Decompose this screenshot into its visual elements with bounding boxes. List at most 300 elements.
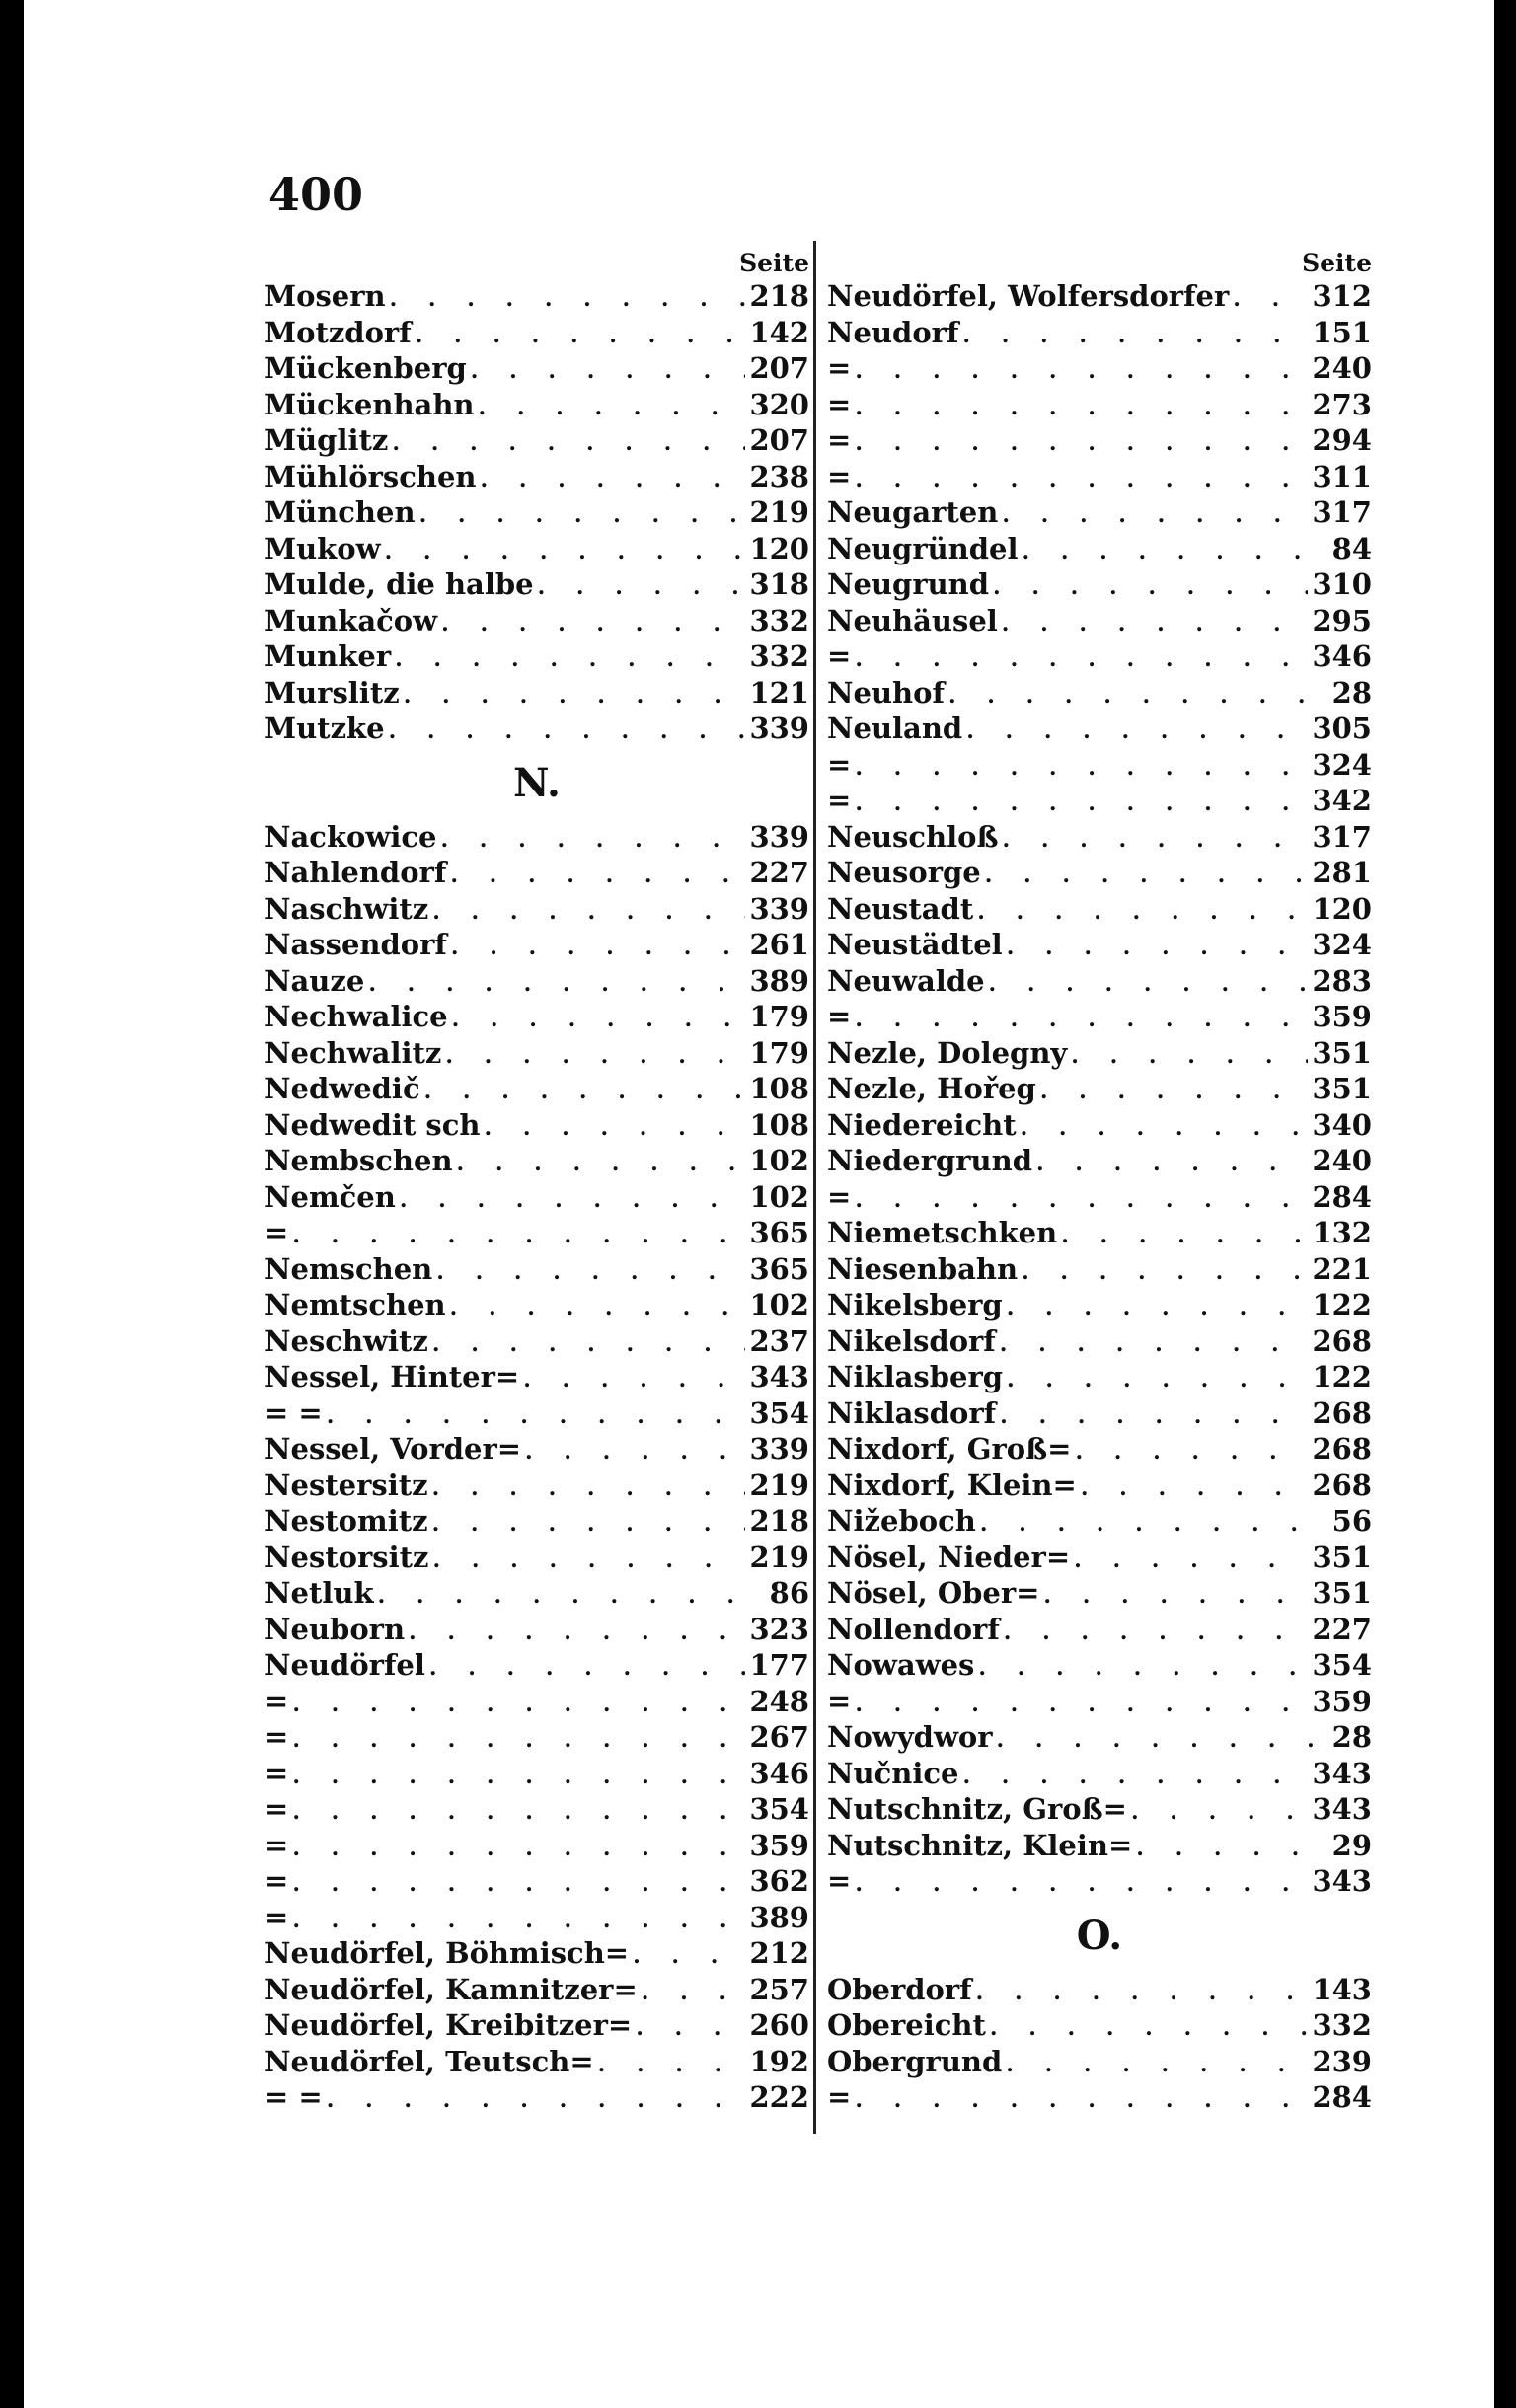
entry-name: Nechwalitz (265, 1035, 442, 1070)
entry-name: Munker (265, 640, 392, 673)
index-entry (827, 1719, 1372, 1756)
index-entry (265, 1467, 809, 1504)
column-divider (813, 241, 816, 2134)
entry-name: Niklasdorf (827, 1395, 997, 1430)
entry-name: Mückenhahn (265, 387, 475, 421)
dot-leader (1002, 606, 1309, 642)
dot-leader (1036, 1146, 1308, 1182)
dot-leader (424, 1074, 746, 1110)
index-entry (827, 1287, 1372, 1323)
dot-leader (457, 1146, 746, 1182)
entry-name: Neugründel (827, 531, 1019, 565)
entry-page: 351 (1312, 1072, 1372, 1105)
entry-page: 310 (1312, 567, 1372, 601)
entry-page: 179 (749, 1035, 809, 1070)
dot-leader (855, 390, 1308, 426)
dot-leader (441, 606, 745, 642)
entry-name: Mückenberg (265, 351, 467, 385)
dot-leader (1074, 1543, 1308, 1579)
dot-leader (966, 714, 1308, 750)
column-header: Seite (739, 249, 809, 277)
entry-page: 346 (1312, 640, 1372, 673)
entry-page: 294 (1312, 423, 1372, 457)
entry-page: 192 (749, 2044, 809, 2078)
index-entry (827, 531, 1372, 567)
entry-name: Neudörfel, Wolfersdorfer (827, 279, 1230, 313)
index-entry (827, 1143, 1372, 1179)
entry-name: Nahlendorf (265, 856, 447, 889)
entry-name: Niesenbahn (827, 1251, 1019, 1286)
entry-page: 260 (749, 2008, 809, 2042)
index-entry (265, 1251, 809, 1288)
entry-page: 283 (1312, 963, 1372, 998)
entry-name: Neuborn (265, 1612, 406, 1646)
entry-name: Naschwitz (265, 891, 429, 926)
entry-name: Nassendorf (265, 928, 447, 961)
index-entry (827, 1359, 1372, 1395)
dot-leader (855, 1687, 1308, 1723)
dot-leader (429, 1650, 746, 1687)
index-entry (827, 1828, 1372, 1864)
entry-name: Neudörfel, Böhmisch= (265, 1936, 630, 1970)
entry-name: Nessel, Vorder= (265, 1432, 522, 1466)
entry-name: Nauze (265, 963, 365, 998)
entry-page: 248 (749, 1684, 809, 1718)
entry-name: Nechwalice (265, 1000, 448, 1033)
index-entry (265, 1395, 809, 1432)
book-page (24, 0, 1494, 2408)
entry-page: 108 (749, 1072, 809, 1105)
dot-leader (633, 1938, 745, 1975)
entry-page: 365 (749, 1251, 809, 1286)
dot-leader (432, 1506, 746, 1543)
entry-name: Mosern (265, 279, 386, 313)
entry-page: 219 (749, 1467, 809, 1502)
entry-name: Nezle, Dolegny (827, 1035, 1068, 1070)
dot-leader (1131, 1794, 1309, 1831)
entry-name: = (827, 2080, 852, 2114)
dot-leader (985, 858, 1309, 894)
entry-name: Nikelsdorf (827, 1323, 996, 1358)
index-entry (827, 1431, 1372, 1467)
entry-page: 389 (749, 1900, 809, 1934)
dot-leader (525, 1434, 745, 1470)
entry-page: 221 (1312, 1251, 1372, 1286)
entry-name: München (265, 495, 416, 529)
dot-leader (855, 1002, 1308, 1038)
entry-name: = (827, 387, 852, 421)
entry-page: 339 (749, 819, 809, 854)
dot-leader (855, 425, 1308, 462)
page-number: 400 (268, 168, 364, 221)
entry-name: Neudörfel, Kamnitzer= (265, 1972, 638, 2006)
dot-leader (978, 1650, 1308, 1687)
entry-page: 240 (1312, 1144, 1372, 1177)
index-entry (827, 711, 1372, 747)
entry-name: = (265, 1828, 289, 1862)
index-entry (265, 1035, 809, 1072)
entry-page: 317 (1312, 495, 1372, 529)
dot-leader (389, 714, 746, 750)
dot-leader (292, 1218, 745, 1254)
entry-name: Müglitz (265, 423, 389, 457)
entry-page: 239 (1312, 2044, 1372, 2078)
entry-page: 102 (749, 1179, 809, 1214)
entry-page: 238 (749, 459, 809, 493)
entry-page: 143 (1312, 1972, 1372, 2006)
dot-leader (636, 2010, 745, 2047)
entry-page: 122 (1312, 1360, 1372, 1393)
entry-page: 177 (749, 1648, 809, 1682)
entry-page: 219 (749, 1540, 809, 1574)
entry-name: Obereicht (827, 2008, 986, 2042)
entry-name: = = (265, 2080, 323, 2114)
dot-leader (962, 1759, 1308, 1795)
entry-name: = (827, 1684, 852, 1718)
index-entry (265, 1431, 809, 1467)
entry-name: Nedwedit sch (265, 1107, 481, 1142)
dot-leader (390, 281, 746, 318)
index-entry (265, 1684, 809, 1720)
dot-leader (471, 353, 746, 390)
index-entry (827, 1035, 1372, 1072)
dot-leader (479, 390, 746, 426)
index-entry (827, 1863, 1372, 1900)
index-entry (265, 675, 809, 712)
entry-page: 207 (749, 423, 809, 457)
entry-page: 257 (749, 1972, 809, 2006)
entry-page: 28 (1331, 675, 1372, 710)
entry-page: 218 (749, 279, 809, 313)
entry-name: Nutschnitz, Groß= (827, 1792, 1127, 1826)
dot-leader (1071, 1038, 1308, 1075)
index-entry (265, 1107, 809, 1144)
entry-name: Neustädtel (827, 928, 1003, 961)
dot-leader (855, 786, 1308, 822)
entry-page: 261 (749, 928, 809, 961)
index-entry (265, 1972, 809, 2008)
index-entry (265, 1863, 809, 1900)
entry-page: 351 (1312, 1576, 1372, 1610)
entry-name: = (827, 1179, 852, 1214)
dot-leader (1007, 1362, 1308, 1398)
dot-leader (976, 1975, 1309, 2011)
dot-leader (977, 894, 1308, 931)
index-entry (265, 315, 809, 351)
dot-leader (598, 2047, 746, 2083)
entry-page: 273 (1312, 387, 1372, 421)
index-entry (827, 1395, 1372, 1432)
index-entry (827, 603, 1372, 640)
entry-page: 281 (1312, 856, 1372, 889)
index-entry (827, 566, 1372, 603)
dot-leader (962, 318, 1308, 354)
entry-page: 318 (749, 567, 809, 601)
entry-name: Neuhof (827, 675, 945, 710)
index-entry (827, 855, 1372, 891)
dot-leader (948, 678, 1315, 715)
index-entry (827, 1179, 1372, 1216)
entry-name: Niedergrund (827, 1144, 1032, 1177)
index-entry (827, 315, 1372, 351)
dot-leader (292, 1831, 745, 1867)
dot-leader (523, 1362, 745, 1398)
entry-page: 365 (749, 1216, 809, 1249)
entry-page: 320 (749, 387, 809, 421)
entry-name: Murslitz (265, 675, 400, 710)
entry-page: 339 (749, 712, 809, 745)
index-entry (265, 2007, 809, 2044)
dot-leader (980, 1506, 1315, 1543)
dot-leader (292, 1722, 745, 1759)
dot-leader (327, 2082, 746, 2119)
entry-name: Nestorsitz (265, 1540, 429, 1574)
dot-leader (855, 1182, 1308, 1219)
dot-leader (855, 2082, 1308, 2119)
dot-leader (1000, 1398, 1308, 1435)
entry-name: Nemčen (265, 1179, 396, 1214)
index-entry (827, 1323, 1372, 1360)
index-entry (827, 1575, 1372, 1612)
index-entry (827, 422, 1372, 459)
index-entry (265, 1323, 809, 1360)
entry-page: 268 (1312, 1323, 1372, 1358)
dot-leader (1136, 1831, 1315, 1867)
entry-page: 121 (749, 675, 809, 710)
index-entry (265, 1756, 809, 1792)
dot-leader (385, 534, 746, 570)
entry-name: Neugrund (827, 567, 990, 601)
entry-page: 102 (749, 1144, 809, 1177)
index-entry (827, 1503, 1372, 1540)
index-entry (827, 1791, 1372, 1828)
entry-page: 132 (1312, 1216, 1372, 1249)
right-column (827, 249, 1372, 2116)
index-entry (265, 927, 809, 963)
dot-leader (855, 462, 1308, 498)
entry-page: 120 (1312, 891, 1372, 926)
entry-name: = (265, 1792, 289, 1826)
entry-page: 389 (749, 963, 809, 998)
dot-leader (404, 678, 746, 715)
dot-leader (392, 425, 745, 462)
index-entry (827, 1972, 1372, 2008)
entry-page: 305 (1312, 712, 1372, 745)
dot-leader (1007, 930, 1309, 966)
index-entry (265, 819, 809, 856)
entry-name: Niemetschken (827, 1216, 1058, 1249)
dot-leader (450, 1290, 746, 1326)
index-entry (827, 1251, 1372, 1288)
dot-leader (395, 641, 745, 678)
entry-name: Nučnice (827, 1756, 959, 1790)
section-letter: N. (513, 759, 561, 806)
index-entry (265, 963, 809, 1000)
entry-page: 354 (749, 1792, 809, 1826)
index-entry (265, 1179, 809, 1216)
entry-page: 151 (1312, 315, 1372, 349)
dot-leader (1000, 1326, 1309, 1363)
entry-name: Neuwalde (827, 963, 985, 998)
dot-leader (368, 966, 745, 1003)
entry-name: Nezle, Hořeg (827, 1072, 1036, 1105)
entry-name: = (265, 1216, 289, 1249)
entry-page: 108 (749, 1107, 809, 1142)
entry-name: Oberdorf (827, 1972, 972, 2006)
entry-name: Netluk (265, 1576, 374, 1610)
entry-name: Neugarten (827, 495, 999, 529)
entry-page: 268 (1312, 1395, 1372, 1430)
index-entry (827, 819, 1372, 856)
entry-page: 324 (1312, 928, 1372, 961)
entry-page: 240 (1312, 351, 1372, 385)
index-entry (265, 639, 809, 675)
entry-page: 29 (1331, 1828, 1372, 1862)
entry-name: = (265, 1864, 289, 1898)
entry-page: 179 (749, 1000, 809, 1033)
entry-name: Nikelsberg (827, 1288, 1003, 1321)
dot-leader (433, 1543, 746, 1579)
entry-page: 212 (749, 1936, 809, 1970)
entry-page: 332 (1312, 2008, 1372, 2042)
entry-page: 332 (749, 640, 809, 673)
entry-page: 268 (1312, 1432, 1372, 1466)
entry-page: 122 (1312, 1288, 1372, 1321)
entry-page: 86 (769, 1576, 809, 1610)
entry-page: 339 (749, 1432, 809, 1466)
entry-name: Nemtschen (265, 1288, 446, 1321)
entry-name: Neuland (827, 712, 963, 745)
entry-name: Nedwedič (265, 1072, 420, 1105)
dot-leader (1061, 1218, 1308, 1254)
entry-name: Nessel, Hinter= (265, 1360, 520, 1393)
dot-leader (990, 2010, 1309, 2047)
entry-page: 237 (749, 1323, 809, 1358)
index-entry (265, 1359, 809, 1395)
entry-page: 28 (1331, 1720, 1372, 1754)
index-entry (265, 999, 809, 1035)
dot-leader (1040, 1074, 1309, 1110)
index-entry (265, 711, 809, 747)
entry-page: 323 (749, 1612, 809, 1646)
entry-name: Nižeboch (827, 1504, 976, 1538)
index-entry (265, 1540, 809, 1576)
entry-name: Neschwitz (265, 1323, 428, 1358)
index-entry (265, 387, 809, 423)
entry-name: Neuschloß (827, 819, 999, 854)
entry-name: Mulde, die halbe (265, 567, 534, 601)
entry-page: 351 (1312, 1035, 1372, 1070)
index-entry (827, 963, 1372, 1000)
entry-page: 359 (749, 1828, 809, 1862)
dot-leader (1006, 2047, 1308, 2083)
dot-leader (855, 750, 1308, 787)
entry-name: Nemschen (265, 1251, 433, 1286)
entry-name: = = (265, 1395, 323, 1430)
index-entry (265, 603, 809, 640)
entry-page: 317 (1312, 819, 1372, 854)
entry-name: = (827, 1864, 852, 1898)
dot-leader (1081, 1470, 1309, 1507)
index-entry (265, 1719, 809, 1756)
index-entry (827, 2007, 1372, 2044)
dot-leader (419, 497, 746, 534)
dot-leader (538, 569, 746, 606)
index-entry (827, 1107, 1372, 1144)
index-list (827, 278, 1372, 2116)
dot-leader (1004, 1615, 1309, 1651)
entry-name: = (265, 1684, 289, 1718)
index-entry (265, 459, 809, 495)
dot-leader (855, 1866, 1308, 1903)
index-entry (265, 566, 809, 603)
index-entry (827, 1684, 1372, 1720)
dot-leader (450, 858, 745, 894)
entry-name: Nösel, Ober= (827, 1576, 1040, 1610)
index-entry (265, 1503, 809, 1540)
entry-page: 340 (1312, 1107, 1372, 1142)
index-entry (827, 639, 1372, 675)
index-entry (827, 387, 1372, 423)
index-entry (827, 1540, 1372, 1576)
dot-leader (452, 1002, 746, 1038)
index-entry (265, 1575, 809, 1612)
entry-name: Nollendorf (827, 1612, 1000, 1646)
entry-name: Nutschnitz, Klein= (827, 1828, 1133, 1862)
dot-leader (436, 1254, 745, 1291)
entry-page: 120 (749, 531, 809, 565)
entry-name: Neudörfel, Teutsch= (265, 2044, 594, 2078)
index-entry (265, 350, 809, 387)
index-entry (265, 531, 809, 567)
index-entry (265, 855, 809, 891)
index-entry (827, 1647, 1372, 1684)
entry-name: Nackowice (265, 819, 437, 854)
entry-name: Nixdorf, Groß= (827, 1432, 1072, 1466)
entry-page: 354 (749, 1395, 809, 1430)
index-list (265, 278, 809, 2116)
dot-leader (1021, 1110, 1309, 1147)
dot-leader (292, 1687, 745, 1723)
column-header: Seite (1302, 249, 1372, 277)
entry-name: Mutzke (265, 712, 385, 745)
entry-page: 343 (749, 1360, 809, 1393)
entry-name: Neudörfel, Kreibitzer= (265, 2008, 633, 2042)
entry-name: = (265, 1756, 289, 1790)
index-entry (265, 1935, 809, 1972)
index-entry (265, 1287, 809, 1323)
dot-leader (1022, 1254, 1308, 1291)
index-entry (827, 1756, 1372, 1792)
dot-leader (642, 1975, 746, 2011)
entry-name: Nembschen (265, 1144, 453, 1177)
entry-name: = (827, 423, 852, 457)
dot-leader (1075, 1434, 1308, 1470)
dot-leader (440, 822, 745, 859)
index-entry (265, 891, 809, 928)
entry-page: 84 (1331, 531, 1372, 565)
index-entry (265, 422, 809, 459)
entry-name: = (827, 784, 852, 817)
entry-name: = (827, 351, 852, 385)
dot-leader (1003, 822, 1309, 859)
entry-name: Nixdorf, Klein= (827, 1467, 1077, 1502)
dot-leader (445, 1038, 745, 1075)
dot-leader (432, 1326, 746, 1363)
entry-name: Neuhäusel (827, 603, 998, 638)
entry-page: 359 (1312, 1684, 1372, 1718)
index-entry (827, 1215, 1372, 1251)
